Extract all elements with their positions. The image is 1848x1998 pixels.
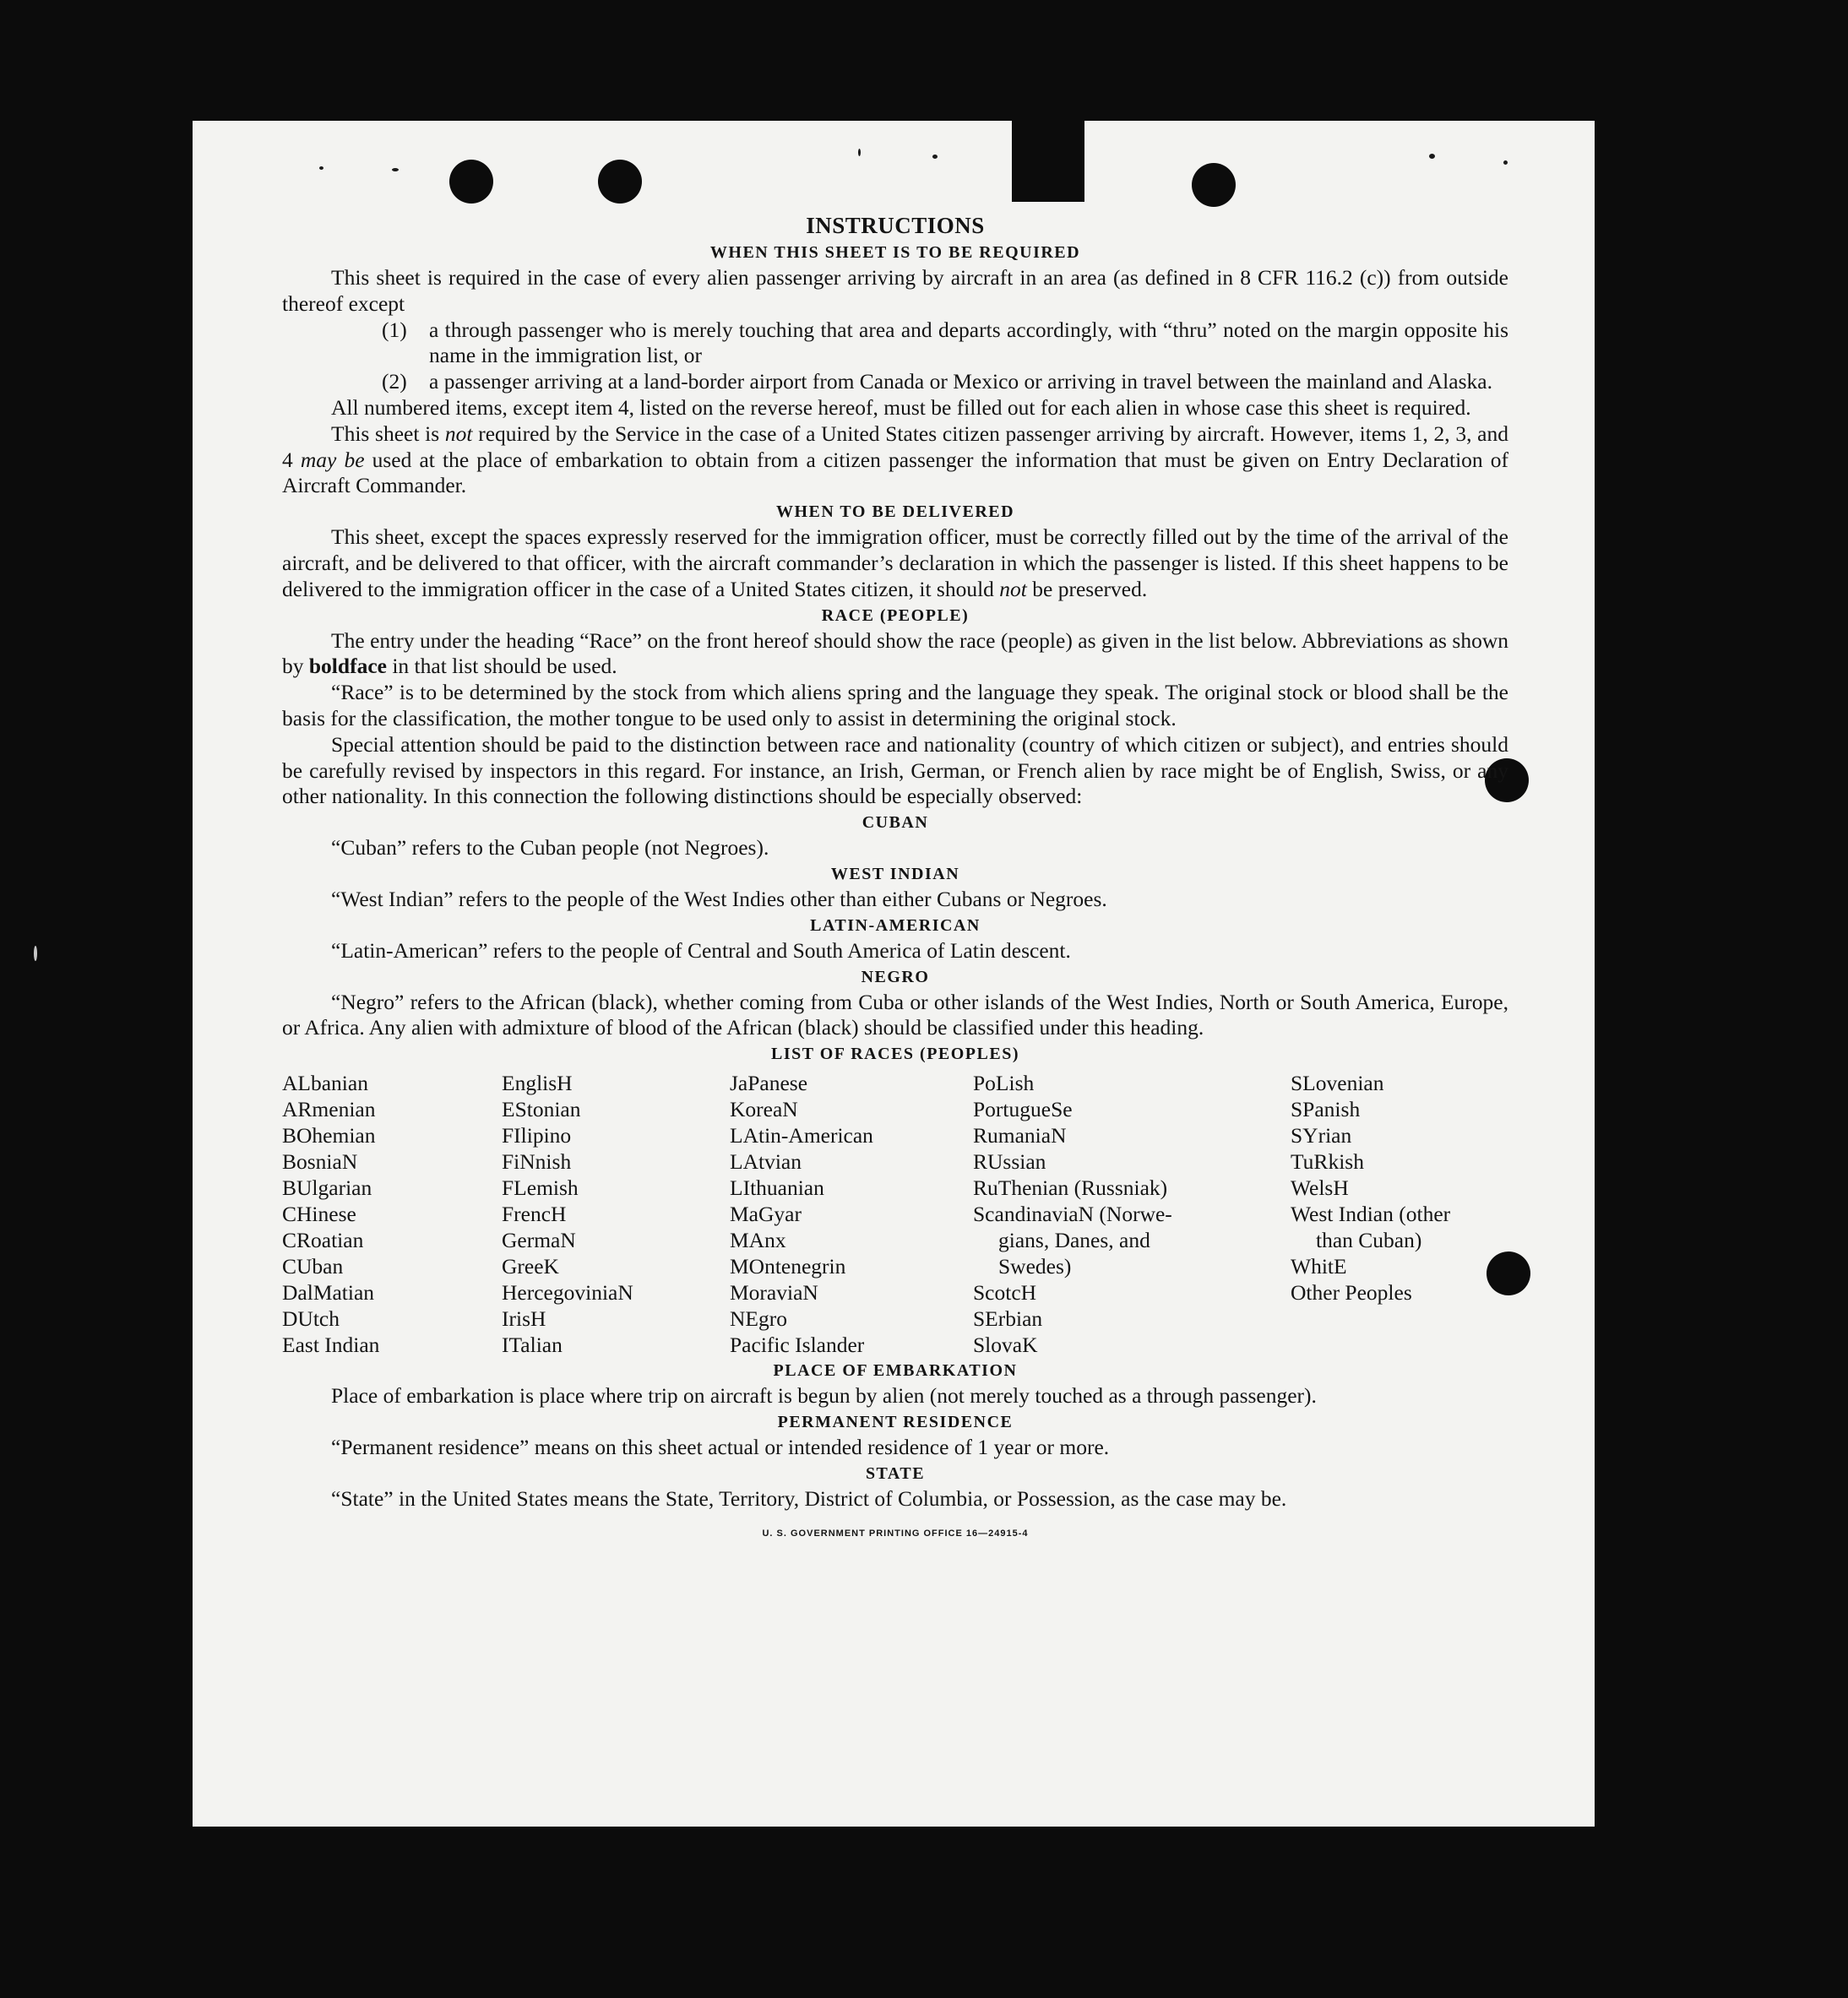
exception-item: (2) a passenger arriving at a land-border airport from Canada or Mexico or arriving in travel between the mainland and Alaska.: [382, 369, 1492, 394]
paragraph: All numbered items, except item 4, listed on the reverse hereof, must be filled out for each alien in whose case this sheet is required.: [331, 394, 1471, 420]
race-entry: RumaniaN: [973, 1123, 1067, 1148]
punch-hole: [449, 160, 493, 204]
race-entry: SYrian: [1291, 1123, 1352, 1148]
races-column: [973, 1070, 1291, 1358]
race-entry: MOntenegrin: [730, 1254, 846, 1279]
race-entry: Pacific Islander: [730, 1333, 865, 1358]
race-entry: FrencH: [502, 1202, 567, 1227]
printer-imprint: U. S. GOVERNMENT PRINTING OFFICE 16—24915-4: [762, 1528, 1029, 1539]
paragraph: “Permanent residence” means on this sheet actual or intended residence of 1 year or more.: [331, 1434, 1110, 1459]
race-entry: ARmenian: [282, 1097, 376, 1122]
race-entry: ITalian: [502, 1333, 563, 1358]
race-entry: SlovaK: [973, 1333, 1038, 1358]
race-entry: FiNnish: [502, 1149, 572, 1175]
race-entry: KoreaN: [730, 1097, 798, 1122]
section-heading: RACE (PEOPLE): [821, 605, 970, 625]
race-entry: LAtin-American: [730, 1123, 873, 1148]
speck: [392, 168, 399, 171]
race-entry: EStonian: [502, 1097, 581, 1122]
race-entry: RUssian: [973, 1149, 1046, 1175]
race-entry: PoLish: [973, 1071, 1035, 1096]
race-entry: FIlipino: [502, 1123, 572, 1148]
race-entry: DalMatian: [282, 1280, 375, 1306]
race-entry: PortugueSe: [973, 1097, 1073, 1122]
race-entry: JaPanese: [730, 1071, 808, 1096]
speck: [1503, 160, 1508, 165]
paragraph: This sheet, except the spaces expressly reserved for the immigration officer, must be correctly filled out by the time of the arrival of the aircraft, and be delivered to that officer, with the aircraft commander’s declaration in which the passenger is listed. If this sheet happens to be delivered to the immigration officer in the case of a United States citizen, it should not be preserved.: [282, 524, 1508, 601]
race-entry: BOhemian: [282, 1123, 376, 1148]
race-entry: FLemish: [502, 1175, 579, 1201]
instructions-text: [282, 211, 1508, 1546]
speck: [34, 946, 37, 961]
section-heading: LATIN-AMERICAN: [810, 915, 981, 935]
race-entry: TuRkish: [1291, 1149, 1364, 1175]
paragraph: “Latin-American” refers to the people of Central and South America of Latin descent.: [331, 937, 1071, 963]
section-heading: PLACE OF EMBARKATION: [773, 1361, 1018, 1381]
race-entry: HercegoviniaN: [502, 1280, 633, 1306]
race-entry: DUtch: [282, 1306, 340, 1332]
race-entry: MAnx: [730, 1228, 786, 1253]
race-entry: WelsH: [1291, 1175, 1349, 1201]
section-heading: PERMANENT RESIDENCE: [777, 1412, 1014, 1431]
speck: [932, 155, 938, 159]
paper-notch: [1012, 121, 1084, 202]
race-entry: ALbanian: [282, 1071, 368, 1096]
punch-hole: [1192, 163, 1236, 207]
race-entry: SLovenian: [1291, 1071, 1384, 1096]
races-column: [502, 1070, 730, 1358]
race-entry: LIthuanian: [730, 1175, 824, 1201]
race-entry: MaGyar: [730, 1202, 802, 1227]
races-column: [282, 1070, 502, 1358]
race-entry: BUlgarian: [282, 1175, 372, 1201]
punch-hole: [598, 160, 642, 204]
paragraph: “Race” is to be determined by the stock from which aliens spring and the language they speak. The original stock or blood shall be the basis for the classification, the mother tongue to be used only to assist in determining the original stock.: [282, 680, 1508, 730]
race-entry: West Indian (other: [1291, 1202, 1451, 1227]
race-entry: IrisH: [502, 1306, 546, 1332]
race-entry: CHinese: [282, 1202, 356, 1227]
race-entry: GreeK: [502, 1254, 559, 1279]
race-entry: SErbian: [973, 1306, 1043, 1332]
paragraph: The entry under the heading “Race” on the front hereof should show the race (people) as given in the list below. Abbreviations as shown by boldface in that list should be used.: [282, 627, 1508, 679]
section-heading: WHEN TO BE DELIVERED: [775, 502, 1015, 522]
race-entry: LAtvian: [730, 1149, 802, 1175]
race-entry: Other Peoples: [1291, 1280, 1412, 1306]
race-entry: MoraviaN: [730, 1280, 818, 1306]
paragraph: This sheet is not required by the Service in the case of a United States citizen passenger arriving by aircraft. However, items 1, 2, 3, and 4 may be used at the place of embarkation to obtain from a citizen passenger the information that must be given on Entry Declaration of Aircraft Commander.: [282, 421, 1508, 498]
speck: [319, 166, 323, 170]
section-heading: WEST INDIAN: [830, 864, 960, 883]
section-heading: NEGRO: [861, 967, 930, 986]
section-heading: STATE: [865, 1463, 926, 1483]
speck: [1429, 154, 1435, 159]
speck: [858, 149, 861, 156]
paragraph: “Negro” refers to the African (black), whether coming from Cuba or other islands of the West Indies, North or South America, Europe, or Africa. Any alien with admixture of blood of the African (black) should be classified under this heading.: [282, 989, 1508, 1040]
section-heading: LIST OF RACES (PEOPLES): [770, 1045, 1019, 1064]
races-list: [282, 1070, 1508, 1358]
paragraph: “West Indian” refers to the people of the West Indies other than either Cubans or Negroes.: [331, 886, 1107, 911]
race-entry: CUban: [282, 1254, 344, 1279]
race-entry: RuThenian (Russniak): [973, 1175, 1168, 1201]
race-entry: ScotcH: [973, 1280, 1037, 1306]
race-entry: than Cuban): [1316, 1228, 1422, 1253]
section-heading: CUBAN: [861, 813, 929, 833]
race-entry: Swedes): [998, 1254, 1072, 1279]
section-heading: WHEN THIS SHEET IS TO BE REQUIRED: [709, 243, 1081, 262]
race-entry: gians, Danes, and: [998, 1228, 1150, 1253]
races-column: [1291, 1070, 1508, 1358]
paragraph: “State” in the United States means the State, Territory, District of Columbia, or Possession, as the case may be.: [331, 1485, 1287, 1511]
race-entry: CRoatian: [282, 1228, 364, 1253]
paragraph: “Cuban” refers to the Cuban people (not Negroes).: [331, 835, 769, 861]
race-entry: EnglisH: [502, 1071, 573, 1096]
races-column: [730, 1070, 973, 1358]
race-entry: East Indian: [282, 1333, 380, 1358]
paragraph: This sheet is required in the case of every alien passenger arriving by aircraft in an area (as defined in 8 CFR 116.2 (c)) from outside thereof except: [282, 265, 1508, 316]
paragraph: Special attention should be paid to the distinction between race and nationality (country of which citizen or subject), and entries should be carefully revised by inspectors in this regard. For instance, an Irish, German, or French alien by race might be of English, Swiss, or any other nationality. In this connection the following distinctions should be especially observed:: [282, 731, 1508, 809]
race-entry: WhitE: [1291, 1254, 1347, 1279]
race-entry: ScandinaviaN (Norwe-: [973, 1202, 1172, 1227]
page-title: INSTRUCTIONS: [806, 213, 985, 238]
exception-item: (1) a through passenger who is merely touching that area and departs accordingly, with “thru” noted on the margin opposite his name in the immigration list, or: [382, 317, 1508, 368]
race-entry: NEgro: [730, 1306, 787, 1332]
race-entry: GermaN: [502, 1228, 576, 1253]
race-entry: SPanish: [1291, 1097, 1361, 1122]
paragraph: Place of embarkation is place where trip on aircraft is begun by alien (not merely touched as a through passenger).: [331, 1383, 1317, 1409]
race-entry: BosniaN: [282, 1149, 358, 1175]
